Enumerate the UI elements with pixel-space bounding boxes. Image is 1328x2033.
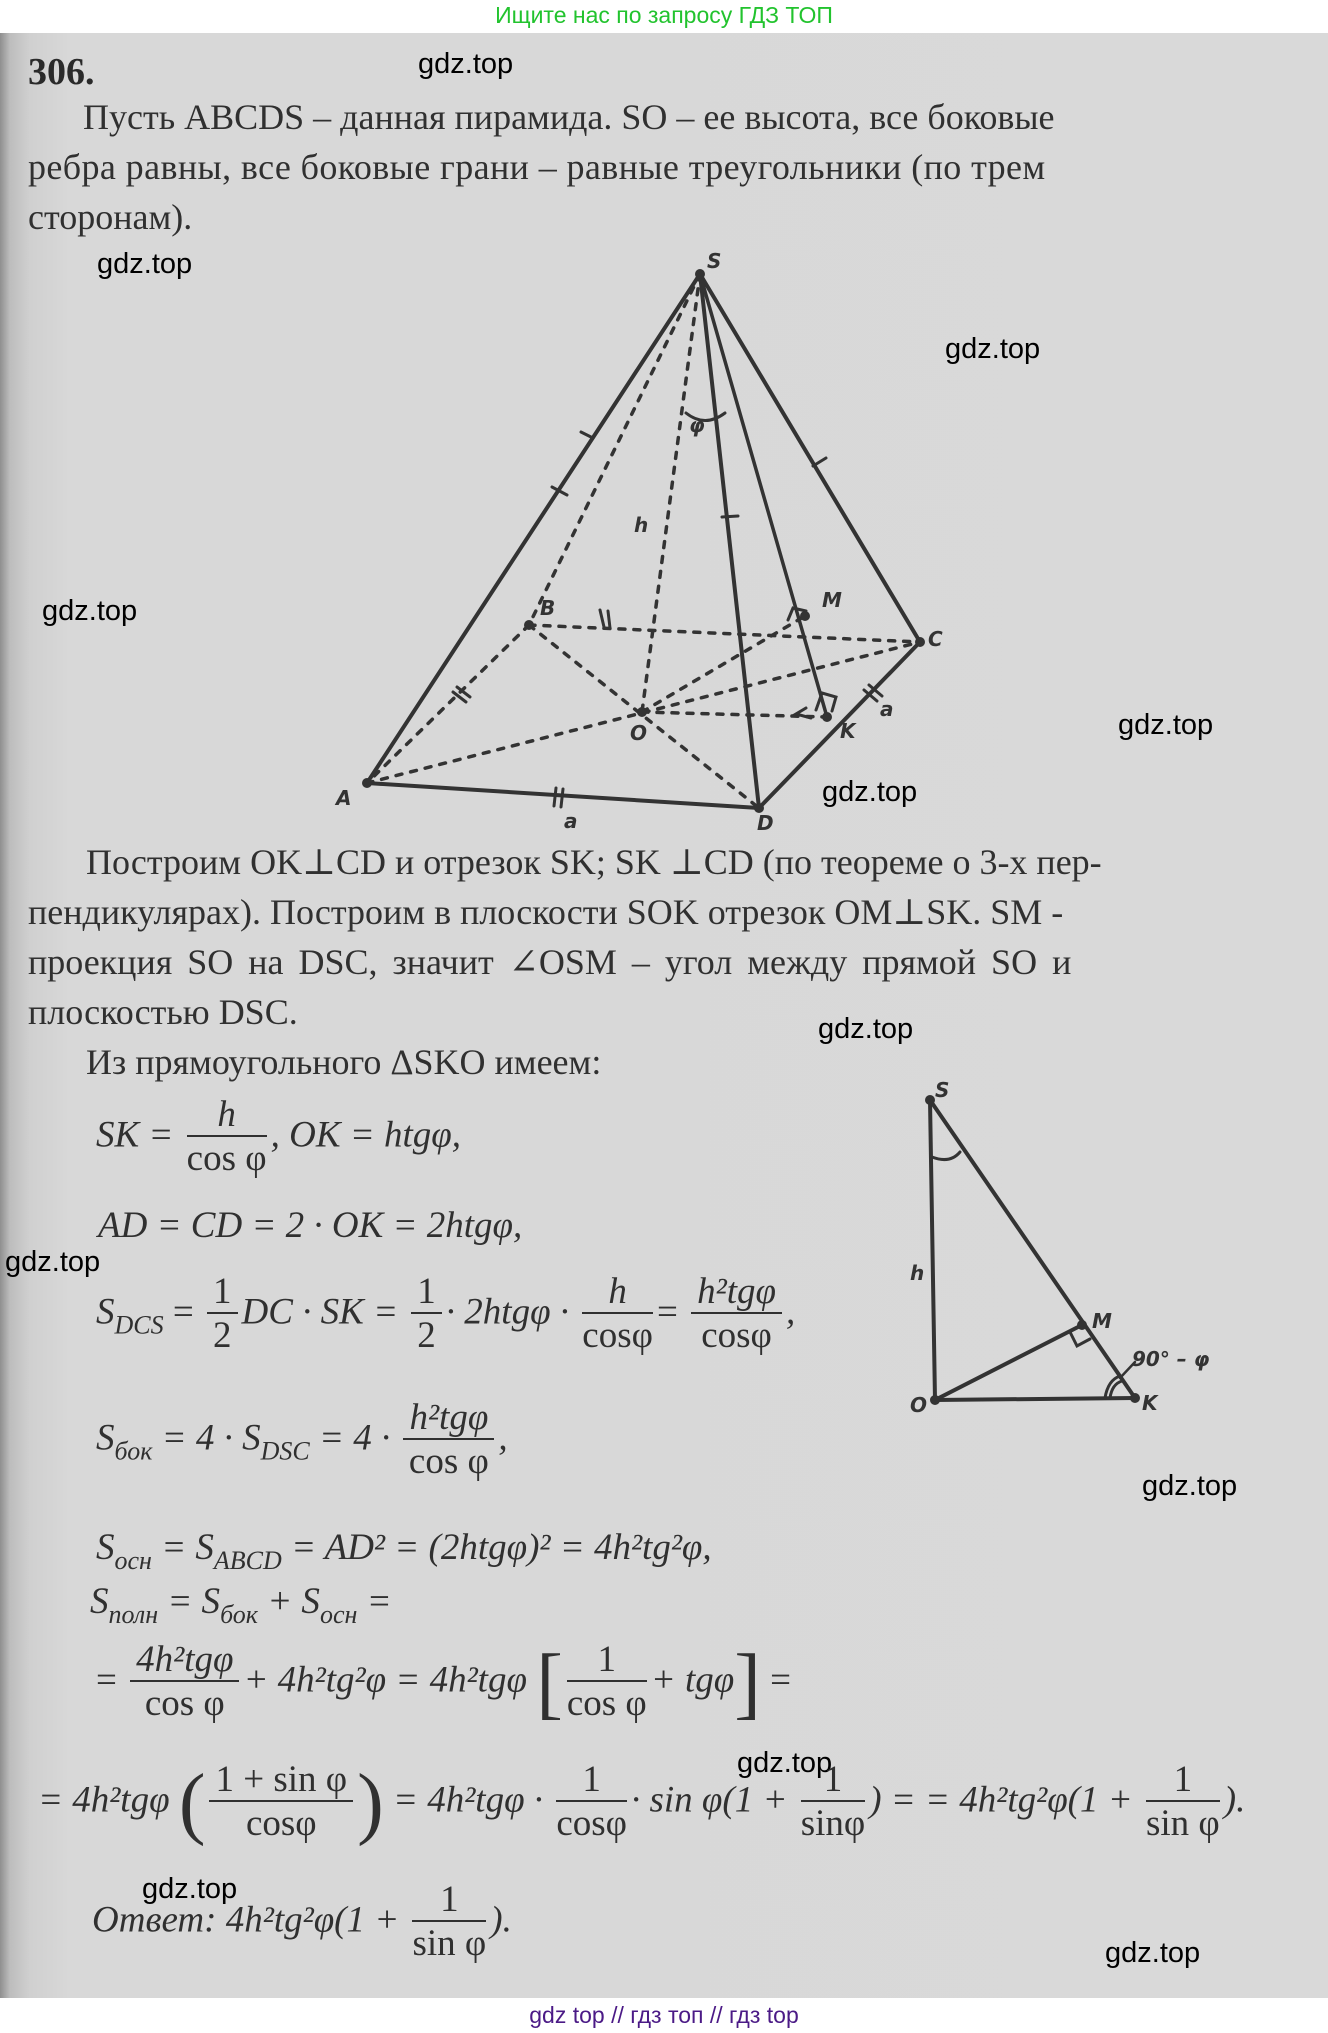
label-phi: φ (689, 413, 705, 437)
label-D: D (757, 811, 774, 835)
label-K: K (1142, 1391, 1158, 1415)
watermark: gdz.top (5, 1246, 101, 1278)
problem-number: 306. (28, 51, 95, 93)
label-M: M (1092, 1309, 1112, 1333)
label-a: a (564, 809, 578, 833)
watermark: gdz.top (418, 48, 514, 80)
formula-sk: SK = $\frac{h}{\text{cos φ}}$ , OK = htgφ, (96, 1094, 461, 1179)
formula-spoln: $S_{полн} = S_{бок} + S_{осн}$ = (90, 1581, 392, 1629)
label-h: h (910, 1261, 925, 1285)
answer-label: Ответ: (92, 1899, 217, 1941)
intro-line: ребра равны, все боковые грани – равные треугольники (по трем (28, 147, 1046, 187)
construction-line: пендикулярах). Построим в плоскости SOK отрезок OM⊥SK. SM - (28, 892, 1064, 932)
watermark: gdz.top (1142, 1470, 1238, 1502)
watermark: gdz.top (737, 1747, 833, 1779)
label-S: S (707, 249, 722, 273)
watermark: gdz.top (97, 248, 193, 280)
triangle-intro: Из прямоугольного ΔSKO имеем: (86, 1042, 602, 1082)
watermark: gdz.top (818, 1013, 914, 1045)
construction-line: плоскостью DSC. (28, 992, 298, 1032)
label-O: O (630, 721, 648, 745)
watermark: gdz.top (822, 776, 918, 808)
label-h: h (634, 513, 649, 537)
label-A: A (336, 786, 352, 810)
footer-links[interactable]: gdz top // гдз топ // гдз top (529, 2002, 799, 2028)
construction-line: проекция SO на DSC, значит ∠OSM – угол между прямой SO и (28, 942, 1072, 982)
formula-sdcs: $S_{DCS}$ = $\frac{1}{2}$ DC · SK = $\frac{1}{2}$ · 2htgφ · $\frac{h}{\cos\varphi}$ = $\frac{\text{h²tgφ}}{\cos\varphi}$ , (96, 1271, 796, 1356)
watermark: gdz.top (945, 333, 1041, 365)
label-a: a (880, 697, 894, 721)
formula-sosn: $S_{осн} = S_{ABCD} = AD^2 = (2htg\varphi)^2 = 4h^2tg^2\varphi$, (96, 1527, 712, 1575)
label-C: C (928, 627, 943, 651)
watermark: gdz.top (1105, 1937, 1201, 1969)
formula-sbok: $S_{бок} = 4 \cdot S_{DSC} = 4$ · $\frac{\text{h²tgφ}}{\text{cos φ}}$ , (96, 1397, 508, 1482)
construction-line: Построим OK⊥CD и отрезок SK; SK ⊥CD (по теореме о 3-х пер- (86, 842, 1102, 882)
formula-line1: = $\frac{\text{4h²tgφ}}{\text{cos φ}}$ + 4h²tg²φ = 4h²tgφ [ $\frac{1}{\text{cos φ}}$ + tgφ] = (96, 1639, 791, 1727)
formula-ad: AD = CD = 2 · OK = 2htgφ, (98, 1205, 523, 1246)
watermark: gdz.top (1118, 709, 1214, 741)
label-B: B (540, 596, 556, 620)
label-angle: 90° – φ (1132, 1347, 1210, 1371)
answer: Ответ: 4h²tg²φ(1 + $\frac{1}{\text{sin φ}}$ ). (92, 1879, 512, 1964)
watermark: gdz.top (142, 1873, 238, 1905)
label-M: M (822, 588, 842, 612)
watermark: gdz.top (42, 595, 138, 627)
label-S: S (935, 1078, 950, 1102)
label-K: K (840, 719, 856, 743)
label-O: O (910, 1393, 928, 1417)
intro-line: сторонам). (28, 197, 193, 237)
formula-line2: = 4h²tgφ ( $\frac{\text{1 + sin φ}}{\cos\varphi}$ ) = 4h²tgφ · $\frac{1}{\cos\varphi}$ · sin φ(1 + $\frac{1}{\sin\varphi}$ ) = = 4h²tg²φ(1 + $\frac{1}{\text{sin φ}}$ ). (38, 1759, 1246, 1847)
intro-line: Пусть ABCDS – данная пирамида. SO – ее высота, все боковые (83, 97, 1055, 137)
top-banner[interactable]: Ищите нас по запросу ГДЗ ТОП (495, 2, 833, 28)
